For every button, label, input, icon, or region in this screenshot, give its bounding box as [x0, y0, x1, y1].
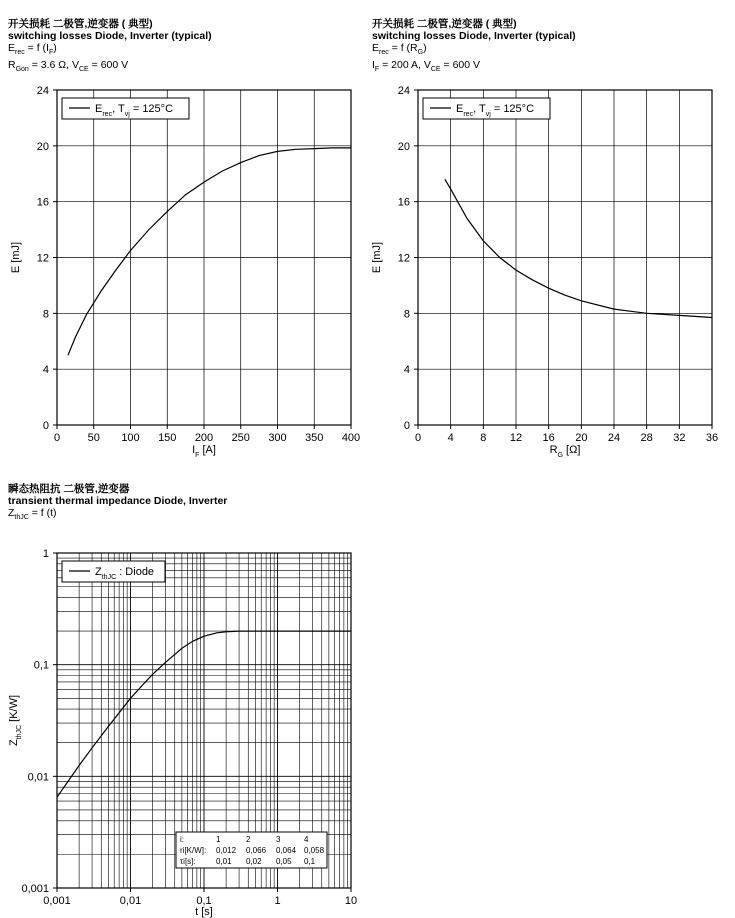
x-tick-label: 50: [87, 432, 100, 444]
x-tick-label: 0: [414, 432, 422, 444]
y-tick-label: 0: [42, 420, 49, 432]
y-axis-label: E [mJ]: [10, 241, 22, 274]
y-tick-label: 0,1: [33, 659, 49, 672]
x-tick-label: 20: [575, 432, 588, 444]
x-tick-label: 100: [121, 432, 140, 444]
table-cell: 0,012: [216, 846, 237, 855]
series-line: [68, 148, 351, 355]
header-en-title: switching losses Diode, Inverter (typical): [372, 30, 576, 42]
x-axis-label: $I_F$ [A]: [192, 444, 216, 459]
x-tick-label: 12: [509, 432, 523, 444]
header-cn-title: 开关损耗 二极管,逆变器 ( 典型): [8, 18, 153, 30]
table-cell: τi[s]:: [180, 857, 196, 866]
y-tick-label: 12: [397, 252, 410, 265]
table-cell: 3: [276, 835, 281, 844]
thermal-table: [176, 832, 327, 868]
table-cell: 4: [304, 835, 309, 844]
x-tick-label: 350: [305, 432, 324, 444]
table-cell: 2: [246, 835, 251, 844]
x-tick-label: 36: [705, 432, 719, 444]
y-axis-label: $Z_{thJC}$ [K/W]: [8, 694, 23, 747]
table-cell: 0,05: [276, 857, 292, 866]
y-tick-label: 20: [36, 140, 49, 153]
x-tick-label: 200: [194, 432, 214, 444]
table-cell: 0,02: [246, 857, 262, 866]
table-cell: i:: [180, 835, 184, 844]
table-cell: 0,066: [246, 846, 267, 855]
chart-1: [10, 85, 360, 459]
header-function: $E_{rec} = f$ $(R_G)$: [372, 42, 427, 57]
header-conditions: $R_{Gon} = 3.6$ Ω, $V_{CE} = 600$ V: [8, 59, 129, 74]
x-tick-label: 0,01: [119, 895, 142, 907]
y-tick-label: 0,001: [21, 883, 49, 895]
legend: [62, 98, 189, 119]
chart-3: [8, 548, 357, 918]
legend: [423, 98, 550, 119]
x-tick-label: 0: [53, 432, 61, 444]
x-tick-label: 28: [640, 432, 653, 444]
table-cell: 0,1: [304, 857, 316, 866]
x-tick-label: 250: [231, 432, 250, 444]
x-tick-label: 8: [480, 432, 487, 444]
y-tick-label: 24: [36, 85, 49, 97]
x-tick-label: 300: [268, 432, 287, 444]
table-cell: 0,058: [304, 846, 325, 855]
y-tick-label: 20: [397, 140, 410, 153]
y-tick-label: 1: [42, 548, 49, 560]
header-cn-title: 瞬态热阻抗 二极管,逆变器: [8, 483, 130, 495]
header-cn-title: 开关损耗 二极管,逆变器 ( 典型): [372, 18, 517, 30]
y-tick-label: 0: [403, 420, 410, 432]
header-en-title: switching losses Diode, Inverter (typical): [8, 30, 212, 42]
x-tick-label: 10: [344, 895, 358, 907]
table-cell: ri[K/W]:: [180, 846, 207, 855]
x-tick-label: 400: [341, 432, 361, 444]
y-tick-label: 16: [397, 196, 410, 209]
table-cell: 0,064: [276, 846, 297, 855]
header-en-title: transient thermal impedance Diode, Inverter: [8, 495, 228, 507]
x-tick-label: 16: [542, 432, 555, 444]
y-tick-label: 12: [36, 252, 49, 265]
y-axis-label: E [mJ]: [371, 241, 383, 274]
x-tick-label: 1: [274, 895, 281, 907]
table-cell: 1: [216, 835, 221, 844]
x-tick-label: 0,1: [196, 895, 212, 907]
header-conditions: $I_F = 200$ A, $V_{CE} = 600$ V: [372, 59, 481, 74]
chart-2: [371, 85, 718, 459]
header-function: $Z_{thJC} = f$ (t): [8, 507, 57, 522]
x-tick-label: 32: [673, 432, 686, 444]
y-tick-label: 8: [403, 308, 410, 321]
x-axis-label: t [s]: [195, 906, 213, 918]
legend-label: $E_{rec}$, $T_{vj} = 125^\circ C$: [456, 103, 535, 118]
legend: [62, 561, 165, 582]
x-tick-label: 24: [607, 432, 621, 444]
series-line: [445, 179, 712, 317]
x-tick-label: 4: [447, 432, 454, 444]
y-tick-label: 24: [397, 85, 410, 97]
y-tick-label: 0,01: [27, 771, 49, 784]
x-tick-label: 0,001: [43, 895, 71, 907]
y-tick-label: 4: [42, 364, 49, 377]
x-tick-label: 150: [158, 432, 177, 444]
legend-label: $Z_{thJC}$ : Diode: [95, 566, 155, 581]
legend-label: $E_{rec}$, $T_{vj} = 125^\circ C$: [95, 103, 174, 118]
y-tick-label: 8: [42, 308, 49, 321]
table-cell: 0,01: [216, 857, 232, 866]
x-axis-label: $R_G$ [Ω]: [549, 444, 581, 459]
y-tick-label: 4: [403, 364, 410, 377]
header-function: $E_{rec} = f$ $(I_F)$: [8, 42, 57, 57]
y-tick-label: 16: [36, 196, 49, 209]
